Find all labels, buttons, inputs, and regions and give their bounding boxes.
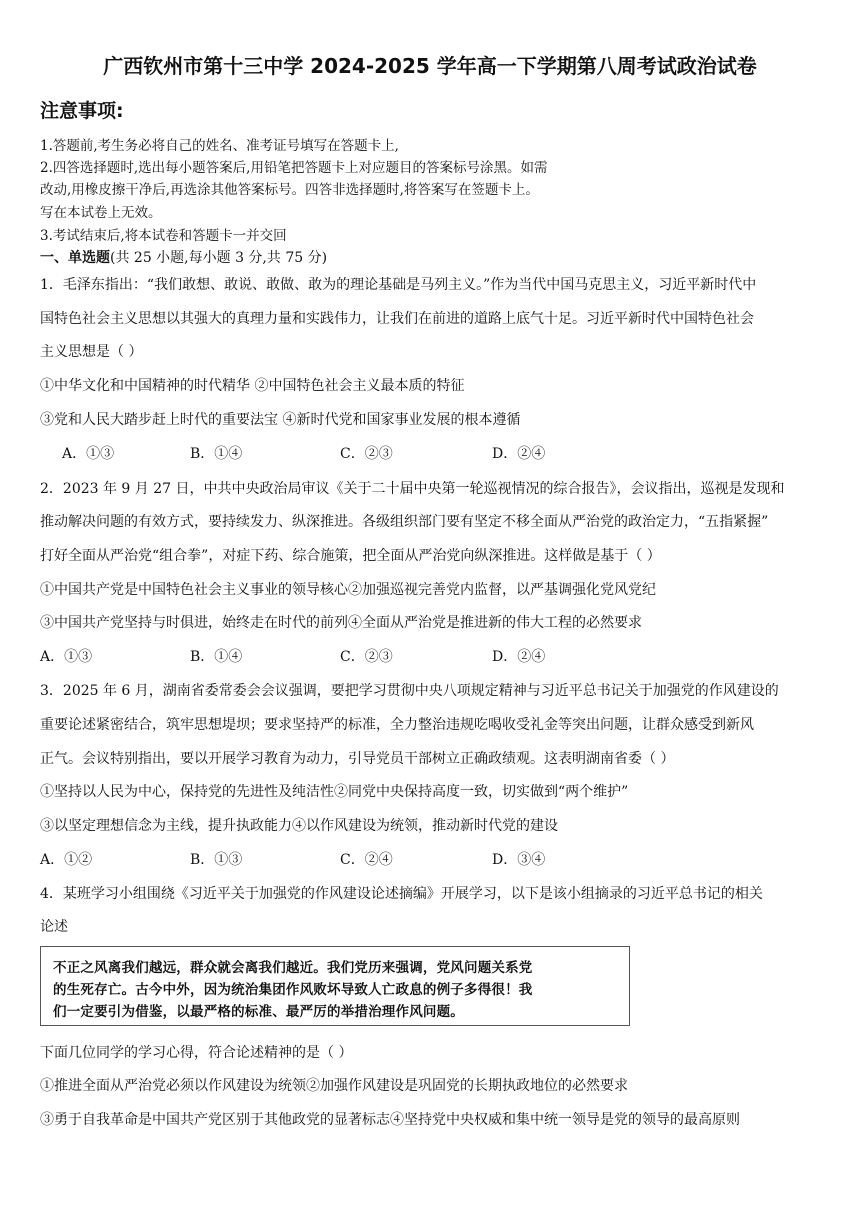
option-a[interactable]: A．①② [40,852,93,868]
question-4-prompt: 下面几位同学的学习心得，符合论述精神的是（ ） [40,1045,353,1061]
option-c[interactable]: C．②③ [340,446,393,462]
option-a[interactable]: A．①③ [62,446,115,462]
question-2-line: 推动解决问题的有效方式，要持续发力、纵深推进。各级组织部门要有坚定不移全面从严治党的政治定力，“五指紧握” [40,514,769,530]
question-2-options [40,646,800,666]
section-note: (共 25 小题,每小题 3 分,共 75 分) [110,250,328,266]
question-2-line: 打好全面从严治党“组合拳”，对症下药、综合施策，把全面从严治党向纵深推进。这样做是基于（ ） [40,548,661,564]
question-3-line: 正气。会议特别指出，要以开展学习教育为动力，引导党员干部树立正确政绩观。这表明湖南省委（ ） [40,751,675,767]
option-d[interactable]: D．②④ [492,446,546,462]
notice-line: 写在本试卷上无效。 [40,205,162,221]
option-a[interactable]: A．①③ [40,649,93,665]
quote-box [40,946,630,1026]
option-d[interactable]: D．②④ [492,649,546,665]
quote-line: 们一定要引为借鉴，以最严格的标准、最严厉的举措治理作风问题。 [53,1004,464,1020]
question-3-statement: ③以坚定理想信念为主线，提升执政能力④以作风建设为统领，推动新时代党的建设 [40,818,558,834]
exam-title: 广西钦州市第十三中学 2024-2025 学年高一下学期第八周考试政治试卷 [103,54,757,78]
option-b[interactable]: B．①③ [190,852,243,868]
notice-line: 3.考试结束后,将本试卷和答题卡一并交回 [40,228,287,244]
option-d[interactable]: D．③④ [492,852,546,868]
option-b[interactable]: B．①④ [190,649,243,665]
option-c[interactable]: C．②③ [340,649,393,665]
option-c[interactable]: C．②④ [340,852,393,868]
notice-line: 1.答题前,考生务必将自己的姓名、准考证号填写在答题卡上, [40,138,399,154]
question-4-line: 论述 [40,919,68,935]
question-1-statement: ①中华文化和中国精神的时代精华 ②中国特色社会主义最本质的特征 [40,378,465,394]
question-2-statement: ①中国共产党是中国特色社会主义事业的领导核心②加强巡视完善党内监督，以严基调强化党风党纪 [40,582,656,598]
question-2-statement: ③中国共产党坚持与时俱进，始终走在时代的前列④全面从严治党是推进新的伟大工程的必然要求 [40,615,642,631]
question-1-options [40,443,800,463]
question-1-line: 国特色社会主义思想以其强大的真理力量和实践伟力，让我们在前进的道路上底气十足。习近平新时代中国特色社会 [40,311,754,327]
quote-line: 不正之风离我们越远，群众就会离我们越近。我们党历来强调，党风问题关系党 [53,960,533,976]
section-heading [40,247,327,267]
question-1-line: 主义思想是（ ） [40,344,143,360]
question-3-line: 3．2025 年 6 月，湖南省委常委会会议强调，要把学习贯彻中央八项规定精神与习近平总书记关于加强党的作风建设的 [40,683,779,699]
notice-line: 2.四答选择题时,选出每小题答案后,用铅笔把答题卡上对应题目的答案标号涂黑。如需 [40,160,548,176]
question-3-options [40,849,800,869]
question-4-statement: ①推进全面从严治党必须以作风建设为统领②加强作风建设是巩固党的长期执政地位的必然要求 [40,1078,628,1094]
question-1-statement: ③党和人民大踏步赶上时代的重要法宝 ④新时代党和国家事业发展的根本遵循 [40,412,521,428]
quote-line: 的生死存亡。古今中外，因为统治集团作风败坏导致人亡政息的例子多得很！我 [53,982,533,998]
notice-heading: 注意事项: [40,100,124,122]
question-2-line: 2．2023 年 9 月 27 日，中共中央政治局审议《关于二十届中央第一轮巡视情况的综合报告》，会议指出，巡视是发现和 [40,481,785,497]
question-3-statement: ①坚持以人民为中心，保持党的先进性及纯洁性②同党中央保持高度一致，切实做到“两个维护” [40,784,629,800]
question-1-line: 1．毛泽东指出：“我们敢想、敢说、敢做、敢为的理论基础是马列主义。”作为当代中国马克思主义，习近平新时代中 [40,277,757,293]
section-label: 一、单选题 [40,250,110,266]
question-4-statement: ③勇于自我革命是中国共产党区别于其他政党的显著标志④坚持党中央权威和集中统一领导是党的领导的最高原则 [40,1112,740,1128]
question-3-line: 重要论述紧密结合，筑牢思想堤坝；要求坚持严的标准，全力整治违规吃喝收受礼金等突出问题，让群众感受到新风 [40,717,754,733]
notice-line: 改动,用橡皮擦干净后,再选涂其他答案标号。四答非选择题时,将答案写在签题卡上。 [40,182,539,198]
option-b[interactable]: B．①④ [190,446,243,462]
question-4-line: 4．某班学习小组围绕《习近平关于加强党的作风建设论述摘编》开展学习，以下是该小组摘录的习近平总书记的相关 [40,886,763,902]
